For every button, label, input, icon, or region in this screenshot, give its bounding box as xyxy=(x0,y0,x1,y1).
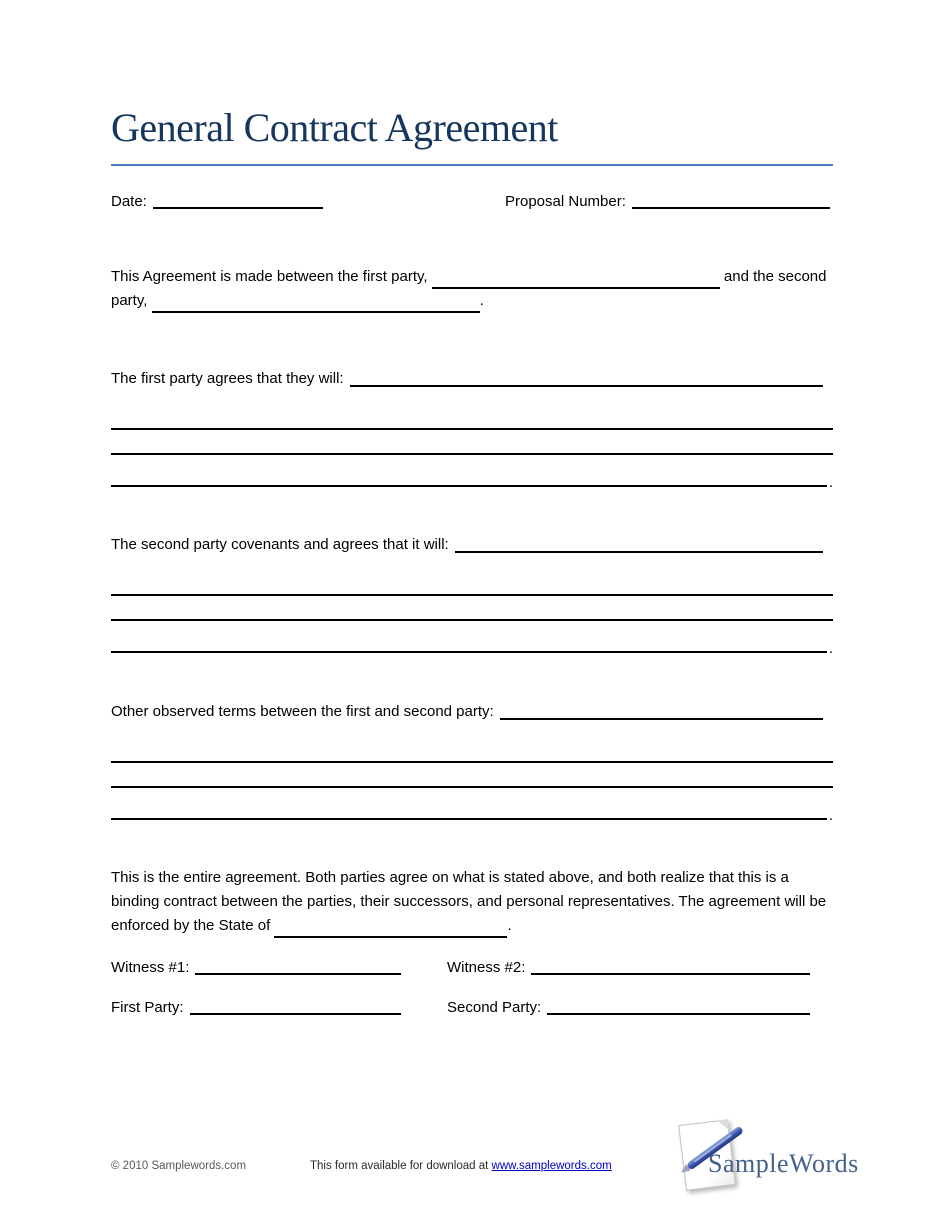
witness1-label: Witness #1: xyxy=(111,959,190,976)
second-party-field xyxy=(447,998,810,1018)
header-fields-row xyxy=(111,192,830,212)
logo-text: SampleWords xyxy=(708,1149,859,1178)
samplewords-logo xyxy=(680,1116,859,1200)
closing-text: This is the entire agreement. Both parties agree on what is stated above, and both realize that this is a binding contract between the parties, their successors, and personal representatives. The agreement will be enforced by the State of xyxy=(111,869,827,934)
witness2-blank xyxy=(531,958,810,975)
witness-signature-row xyxy=(111,958,810,978)
section-label-row xyxy=(111,534,833,556)
section-second-party-covenants xyxy=(111,534,833,657)
first-party-terms-blank xyxy=(350,368,823,387)
state-blank xyxy=(274,922,507,938)
proposal-number-label: Proposal Number: xyxy=(505,193,626,210)
witness2-field xyxy=(447,958,810,978)
other-terms-blank xyxy=(500,701,823,720)
first-party-name-blank xyxy=(432,273,720,289)
other-terms-label: Other observed terms between the first and second party: xyxy=(111,703,494,720)
download-note xyxy=(310,1160,612,1172)
section-other-terms xyxy=(111,701,833,824)
writing-line-rule xyxy=(111,485,827,487)
copyright-text: © 2010 Samplewords.com xyxy=(111,1160,247,1172)
party-signature-row xyxy=(111,998,810,1018)
writing-line xyxy=(111,807,833,824)
period: . xyxy=(828,640,833,657)
witness1-blank xyxy=(195,958,401,975)
page-title: General Contract Agreement xyxy=(111,104,833,166)
download-note-text: This form available for download at xyxy=(310,1160,489,1172)
period: . xyxy=(479,292,484,309)
field-gap xyxy=(323,192,505,212)
second-party-name-blank xyxy=(152,297,480,313)
writing-line xyxy=(111,474,833,491)
first-party-blank xyxy=(190,998,401,1015)
writing-line xyxy=(111,640,833,657)
second-party-covenants-blank xyxy=(455,534,823,553)
writing-line xyxy=(111,761,833,763)
date-label: Date: xyxy=(111,193,147,210)
intro-paragraph xyxy=(111,265,833,313)
second-party-label: Second Party: xyxy=(447,999,542,1016)
writing-line-rule xyxy=(111,651,827,653)
date-blank xyxy=(153,192,323,209)
second-party-blank xyxy=(547,998,810,1015)
writing-line xyxy=(111,786,833,788)
proposal-number-field xyxy=(505,192,830,212)
writing-line xyxy=(111,619,833,621)
first-party-label: First Party: xyxy=(111,999,184,1016)
period: . xyxy=(828,474,833,491)
intro-text-before: This Agreement is made between the first party, xyxy=(111,268,428,285)
writing-line xyxy=(111,594,833,596)
writing-line-rule xyxy=(111,818,827,820)
closing-paragraph xyxy=(111,866,833,938)
witness2-label: Witness #2: xyxy=(447,959,526,976)
first-party-field xyxy=(111,998,401,1018)
section-first-party-terms xyxy=(111,368,833,491)
date-field xyxy=(111,192,323,212)
samplewords-link[interactable]: www.samplewords.com xyxy=(491,1160,612,1172)
section-label-row xyxy=(111,368,833,390)
proposal-number-blank xyxy=(632,192,830,209)
first-party-terms-label: The first party agrees that they will: xyxy=(111,370,344,387)
writing-line xyxy=(111,428,833,430)
period: . xyxy=(507,917,512,934)
intro-text-between: and the second party, xyxy=(111,268,827,309)
period: . xyxy=(828,807,833,824)
writing-line xyxy=(111,453,833,455)
second-party-covenants-label: The second party covenants and agrees that it will: xyxy=(111,536,449,553)
witness1-field xyxy=(111,958,401,978)
section-label-row xyxy=(111,701,833,723)
